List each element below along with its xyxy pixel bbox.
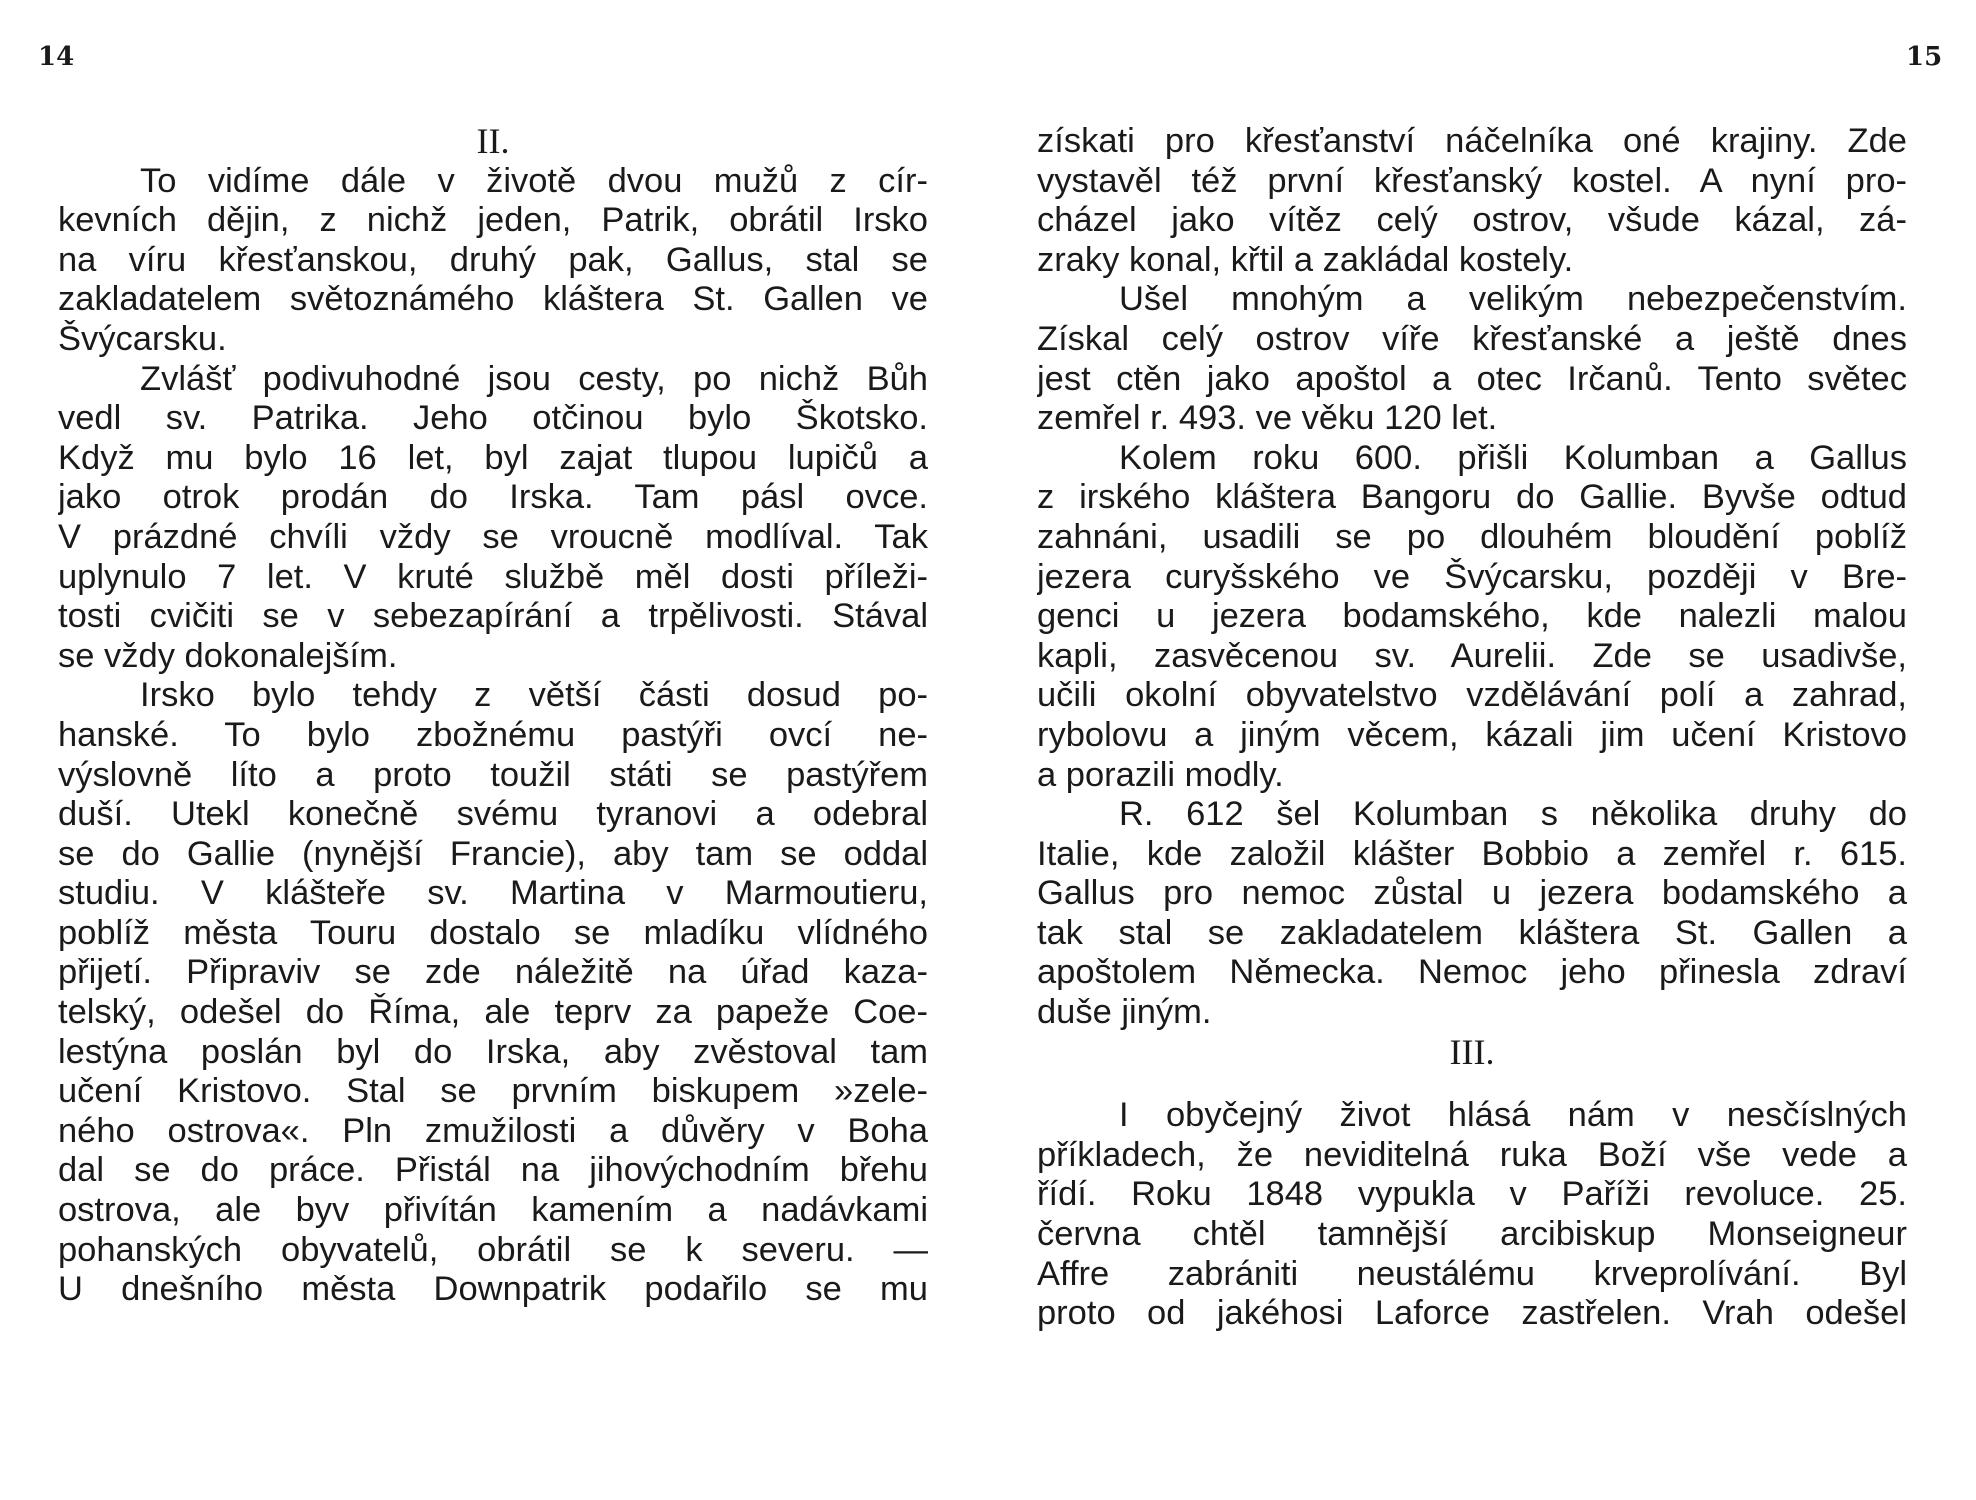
text-line: se do Gallie (nynější Francie), aby tam se oddal xyxy=(58,834,928,873)
text-line: Švýcarsku. xyxy=(58,319,227,358)
text-line: zahnáni, usadili se po dlouhém bloudění poblíž xyxy=(1037,517,1907,556)
text-line: Zvlášť podivuhodné jsou cesty, po nichž Bůh xyxy=(140,359,928,398)
text-line: jezera curyšského ve Švýcarsku, později v Bre- xyxy=(1037,557,1907,596)
text-line: června chtěl tamnější arcibiskup Monseigneur xyxy=(1037,1215,1907,1254)
text-line: I obyčejný život hlásá nám v nesčíslných xyxy=(1119,1096,1907,1135)
text-line: z irského kláštera Bangoru do Gallie. Byvše odtud xyxy=(1037,478,1907,517)
text-line: To vidíme dále v životě dvou mužů z cír- xyxy=(140,161,928,200)
page-number-right: 15 xyxy=(1906,42,1943,72)
text-line: genci u jezera bodamského, kde nalezli malou xyxy=(1037,597,1907,636)
text-line: vedl sv. Patrika. Jeho otčinou bylo Škotsko. xyxy=(58,399,928,438)
text-line: R. 612 šel Kolumban s několika druhy do xyxy=(1119,795,1907,834)
text-line: U dnešního města Downpatrik podařilo se mu xyxy=(58,1270,928,1309)
text-line: učení Kristovo. Stal se prvním biskupem »zele- xyxy=(58,1072,928,1111)
section-heading-ii: II. xyxy=(476,122,510,161)
text-line: duše jiným. xyxy=(1037,993,1212,1032)
text-line: Gallus pro nemoc zůstal u jezera bodamského a xyxy=(1037,874,1907,913)
text-line: lestýna poslán byl do Irska, aby zvěstoval tam xyxy=(58,1032,928,1071)
text-line: ostrova, ale byv přivítán kamením a nadávkami xyxy=(58,1191,928,1230)
text-line: učili okolní obyvatelstvo vzdělávání polí a zahrad, xyxy=(1037,676,1907,715)
text-line: tak stal se zakladatelem kláštera St. Gallen a xyxy=(1037,913,1907,952)
text-line: ného ostrova«. Pln zmužilosti a důvěry v Boha xyxy=(58,1111,928,1150)
text-line: tosti cvičiti se v sebezapírání a trpělivosti. Stával xyxy=(58,597,928,636)
text-line: Affre zabrániti neustálému krveprolívání. Byl xyxy=(1037,1254,1907,1293)
text-line: apoštolem Německa. Nemoc jeho přinesla zdraví xyxy=(1037,953,1907,992)
text-line: a porazili modly. xyxy=(1037,755,1284,794)
text-line: se vždy dokonalejším. xyxy=(58,636,398,675)
page-number-left: 14 xyxy=(38,42,75,72)
section-heading-iii: III. xyxy=(1449,1032,1495,1072)
section-spacer xyxy=(1037,1072,1907,1096)
text-line: pohanských obyvatelů, obrátil se k severu. — xyxy=(58,1230,928,1269)
text-line: hanské. To bylo zbožnému pastýři ovcí ne- xyxy=(58,715,928,754)
text-line: jako otrok prodán do Irska. Tam pásl ovce. xyxy=(58,478,928,517)
text-line: přijetí. Připraviv se zde náležitě na úřad kaza- xyxy=(58,953,928,992)
text-line: vystavěl též první křesťanský kostel. A nyní pro- xyxy=(1037,161,1907,200)
text-line: zakladatelem světoznámého kláštera St. Gallen ve xyxy=(58,280,928,319)
text-line: kapli, zasvěcenou sv. Aurelii. Zde se usadivše, xyxy=(1037,636,1907,675)
text-line: studiu. V klášteře sv. Martina v Marmoutieru, xyxy=(58,874,928,913)
text-line: jest ctěn jako apoštol a otec Irčanů. Tento světec xyxy=(1037,359,1907,398)
text-line: proto od jakéhosi Laforce zastřelen. Vrah odešel xyxy=(1037,1294,1907,1333)
right-page-text xyxy=(1037,122,1907,1334)
text-line: poblíž města Touru dostalo se mladíku vlídného xyxy=(58,913,928,952)
left-page-text xyxy=(58,122,928,1310)
text-line: dal se do práce. Přistál na jihovýchodním břehu xyxy=(58,1151,928,1190)
text-line: získati pro křesťanství náčelníka oné krajiny. Zde xyxy=(1037,122,1907,160)
text-line: telský, odešel do Říma, ale teprv za papeže Coe- xyxy=(58,993,928,1032)
text-line: výslovně líto a proto toužil státi se pastýřem xyxy=(58,755,928,794)
text-line: cházel jako vítěz celý ostrov, všude kázal, zá- xyxy=(1037,201,1907,240)
text-line: zemřel r. 493. ve věku 120 let. xyxy=(1037,399,1498,438)
text-line: na víru křesťanskou, druhý pak, Gallus, stal se xyxy=(58,240,928,279)
text-line: Ušel mnohým a velikým nebezpečenstvím. xyxy=(1119,280,1907,319)
text-line: Italie, kde založil klášter Bobbio a zemřel r. 615. xyxy=(1037,834,1907,873)
text-line: V prázdné chvíli vždy se vroucně modlíval. Tak xyxy=(58,517,928,556)
text-line: Irsko bylo tehdy z větší části dosud po- xyxy=(140,676,928,715)
text-line: rybolovu a jiným věcem, kázali jim učení Kristovo xyxy=(1037,715,1907,754)
text-line: příkladech, že neviditelná ruka Boží vše vede a xyxy=(1037,1135,1907,1174)
text-line: řídí. Roku 1848 vypukla v Paříži revoluce. 25. xyxy=(1037,1175,1907,1214)
text-line: Získal celý ostrov víře křesťanské a ještě dnes xyxy=(1037,319,1907,358)
text-line: duší. Utekl konečně svému tyranovi a odebral xyxy=(58,795,928,834)
text-line: zraky konal, křtil a zakládal kostely. xyxy=(1037,240,1574,279)
text-line: uplynulo 7 let. V kruté službě měl dosti příleži- xyxy=(58,557,928,596)
text-line: kevních dějin, z nichž jeden, Patrik, obrátil Irsko xyxy=(58,201,928,240)
text-line: Kolem roku 600. přišli Kolumban a Gallus xyxy=(1119,438,1907,477)
text-line: Když mu bylo 16 let, byl zajat tlupou lupičů a xyxy=(58,438,928,477)
